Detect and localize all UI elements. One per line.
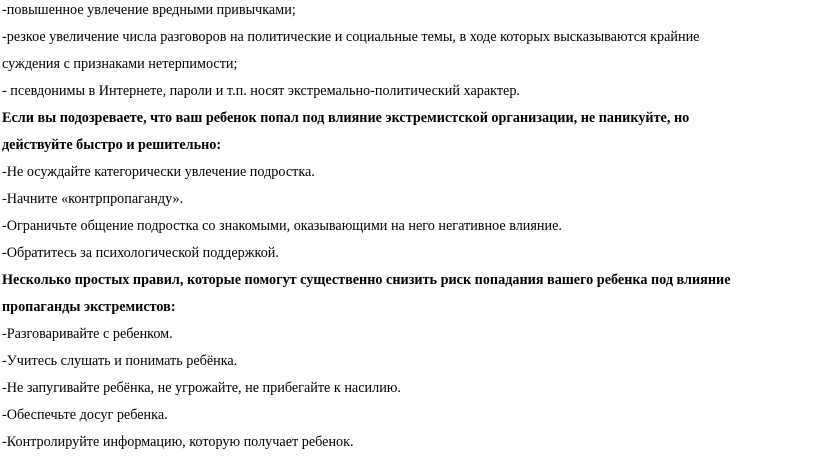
list-item-listen-understand: -Учитесь слушать и понимать ребёнка. <box>2 353 238 369</box>
text-line-bad-habits: -повышенное увлечение вредными привычками; <box>2 2 296 18</box>
list-item-control-information: -Контролируйте информацию, которую получает ребенок. <box>2 434 354 450</box>
list-item-talk-to-child: -Разговаривайте с ребенком. <box>2 326 173 342</box>
text-line-political-talks: -резкое увеличение числа разговоров на политические и социальные темы, в ходе которых высказываются крайние <box>2 29 700 45</box>
heading-suspect-influence-continued: действуйте быстро и решительно: <box>2 137 222 153</box>
list-item-limit-contacts: -Ограничьте общение подростка со знакомыми, оказывающими на него негативное влияние. <box>2 218 562 234</box>
list-item-no-intimidation: -Не запугивайте ребёнка, не угрожайте, не прибегайте к насилию. <box>2 380 401 396</box>
text-line-intolerance: суждения с признаками нетерпимости; <box>2 56 238 72</box>
heading-simple-rules: Несколько простых правил, которые помогут существенно снизить риск попадания вашего ребенка под влияние <box>2 272 731 288</box>
list-item-leisure: -Обеспечьте досуг ребенка. <box>2 407 168 423</box>
text-line-pseudonyms: - псевдонимы в Интернете, пароли и т.п. носят экстремально-политический характер. <box>2 83 520 99</box>
heading-simple-rules-continued: пропаганды экстремистов: <box>2 299 176 315</box>
heading-suspect-influence: Если вы подозреваете, что ваш ребенок попал под влияние экстремистской организации, не паникуйте, но <box>2 110 690 126</box>
list-item-do-not-condemn: -Не осуждайте категорически увлечение подростка. <box>2 164 315 180</box>
list-item-psychological-support: -Обратитесь за психологической поддержкой. <box>2 245 279 261</box>
list-item-counter-propaganda: -Начните «контрпропаганду». <box>2 191 184 207</box>
